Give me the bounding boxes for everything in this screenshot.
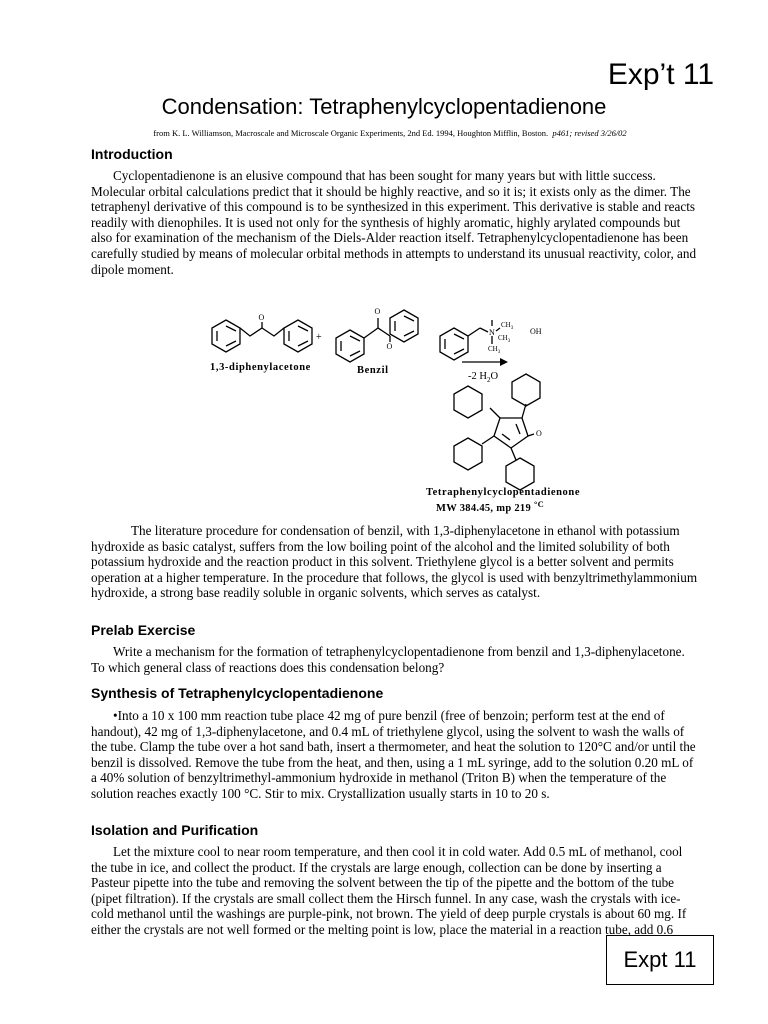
product-properties: MW 384.45, mp 219 $^{^\circ C}$ [436, 499, 545, 514]
benzil-structure [336, 307, 418, 362]
page-title: Condensation: Tetraphenylcyclopentadienone [161, 94, 607, 119]
product-structure [454, 374, 542, 490]
citation-source: from K. L. Williamson, Macroscale and Microscale Organic Experiments, 2nd Ed. 1994, Houghton Mifflin, Boston. [153, 128, 549, 138]
reaction-scheme [200, 298, 620, 516]
footer-experiment-label: Expt 11 [606, 935, 714, 985]
prelab-heading: Prelab Exercise [91, 622, 196, 638]
synthesis-text [91, 708, 701, 802]
introduction-text [91, 168, 701, 277]
synthesis-paragraph: •Into a 10 x 100 mm reaction tube place 42 mg of pure benzil (free of benzoin; perform test at the end of handout), 42 mg of 1,3-diphenylacetone, and 0.4 mL of triethylene glycol, using the solvent to wash the walls of the tube. Clamp the tube over a hot sand bath, insert a thermometer, and heat the solution to 120°C and/or until the benzil is dissolved. Remove the tube from the heat, and then, using a 1 mL syringe, add to the solution 0.20 mL of a 40% solution of benzyltrimethyl-ammonium hydroxide in methanol (Triton B) when the temperature of the solution reaches exactly 100 °C. Stir to mix. Crystallization usually starts in 10 to 20 s. [91, 708, 696, 801]
citation [60, 128, 720, 138]
prelab-text [91, 644, 701, 675]
catalyst-hydroxide: OH [530, 327, 542, 336]
experiment-number: Exp’t 11 [607, 58, 714, 91]
catalyst-ch3-3: $CH_3$ [488, 345, 501, 355]
reaction-conditions: -2 $H_2O$ [468, 371, 499, 384]
diphenylacetone-structure [212, 313, 312, 352]
synthesis-heading: Synthesis of Tetraphenylcyclopentadienone [91, 685, 384, 701]
isolation-text [91, 844, 691, 938]
citation-note: p461; revised 3/26/02 [552, 128, 627, 138]
reactant2-label: Benzil [357, 365, 389, 376]
catalyst-nitrogen: N [489, 328, 495, 337]
literature-section [91, 523, 701, 601]
reaction-arrow-head [500, 358, 508, 366]
catalyst-structure [440, 320, 542, 360]
catalyst-ch3-2: $CH_3$ [498, 334, 511, 344]
ketone-oxygen-1: O [258, 313, 265, 322]
product-oxygen: O [536, 429, 542, 438]
reactant1-label: 1,3-diphenylacetone [210, 362, 311, 373]
isolation-heading: Isolation and Purification [91, 822, 259, 838]
benzil-oxygen-2: O [386, 342, 393, 351]
introduction-paragraph: Cyclopentadienone is an elusive compound that has been sought for many years but with little success. Molecular orbital calculations predict that it should be highly reactive, and so it is; it exists only as the dimer. The tetraphenyl derivative of this compound is to be synthesized in this experiment. This derivative is stable and reacts readily with dienophiles. It is used not only for the synthesis of highly aromatic, highly arylated compounds but also for examination of the mechanism of the Diels-Alder reaction itself. Tetraphenylcyclopentadienone has been carefully studied by means of molecular orbital methods in attempts to understand its unusual reactivity, color, and dipole moment. [91, 168, 697, 277]
isolation-paragraph: Let the mixture cool to near room temperature, and then cool it in cold water. Add 0.5 mL of methanol, cool the tube in ice, and collect the product. If the crystals are large enough, collection can be done by inserting a Pasteur pipette into the tube and removing the solvent between the tip of the pipette and the bottom of the tube (pipet filtration). If the crystals are small collect them the Hirsch funnel. In any case, wash the crystals with ice-cold methanol until the washings are purple-pink, not brown. The yield of deep purple crystals is about 60 mg. If either the crystals are not well formed or the melting point is low, place the material in a reaction tube, add 0.6 [91, 844, 687, 937]
literature-paragraph: The literature procedure for condensation of benzil, with 1,3-diphenylacetone in ethanol with potassium hydroxide as basic catalyst, suffers from the low boiling point of the alcohol and the limited solubility of both potassium hydroxide and the reaction product in this solvent. Triethylene glycol is a better solvent and permits operation at a higher temperature. In the procedure that follows, the glycol is used with benzyltrimethylammonium hydroxide, a strong base readily soluble in organic solvents, which serves as catalyst. [91, 523, 698, 601]
introduction-heading: Introduction [91, 146, 173, 162]
catalyst-ch3-1: $CH_3$ [501, 321, 514, 331]
benzil-oxygen-1: O [374, 307, 381, 316]
plus-sign: + [316, 332, 322, 343]
prelab-paragraph: Write a mechanism for the formation of tetraphenylcyclopentadienone from benzil and 1,3-diphenylacetone. To which general class of reactions does this condensation belong? [91, 644, 685, 675]
product-label: Tetraphenylcyclopentadienone [426, 487, 581, 498]
